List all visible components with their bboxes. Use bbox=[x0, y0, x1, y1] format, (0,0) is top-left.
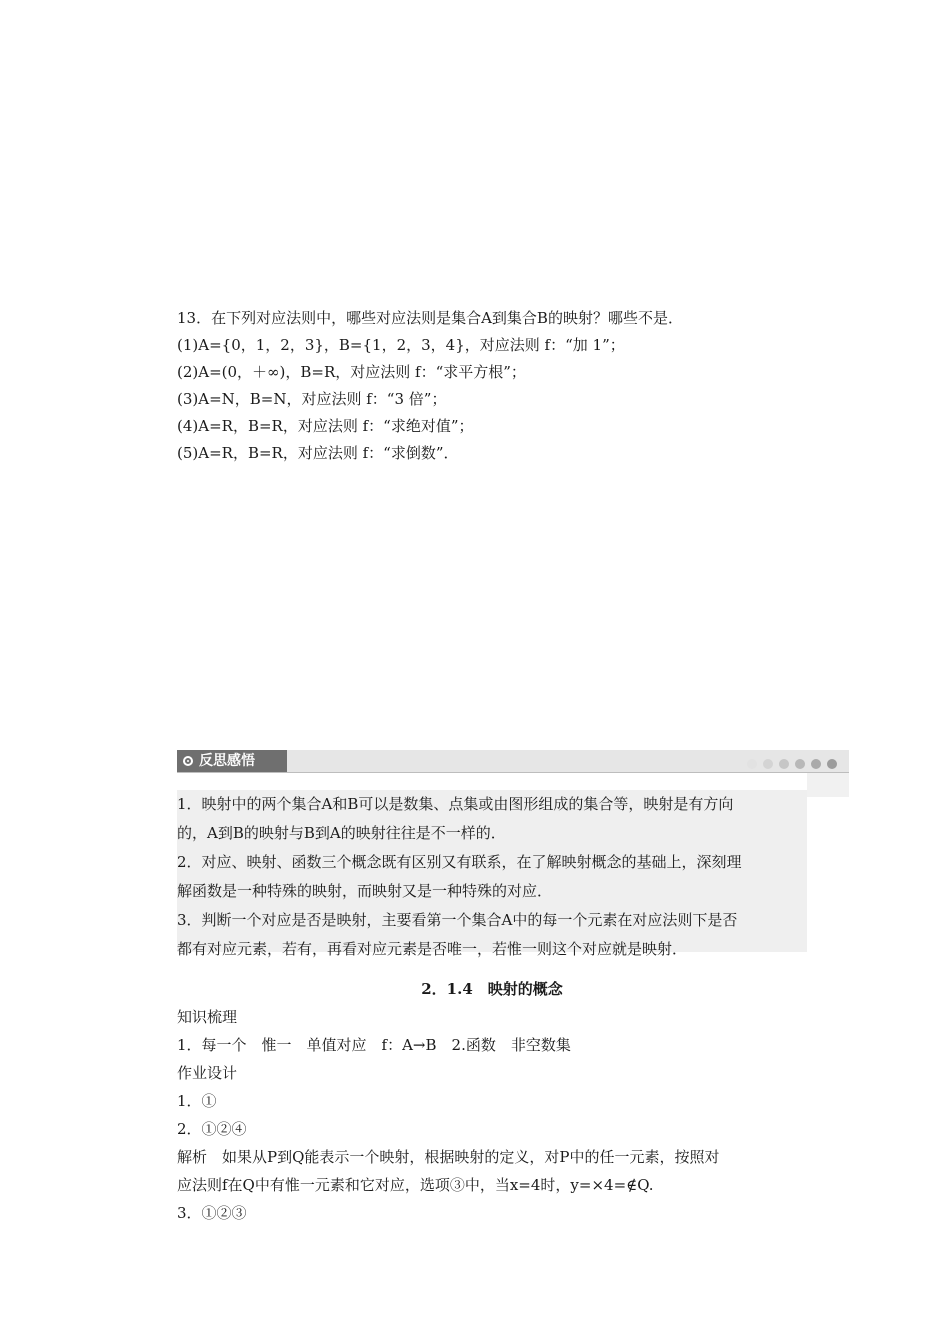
problem-line: (4)A=R，B=R，对应法则 f：“求绝对值”； bbox=[177, 417, 474, 435]
reflection-header bbox=[177, 750, 849, 773]
reflection-line: 2．对应、映射、函数三个概念既有区别又有联系，在了解映射概念的基础上，深刻理 bbox=[177, 853, 742, 871]
answer-line: 3．①②③ bbox=[177, 1204, 247, 1222]
problem-line: (2)A=(0，＋∞)，B=R，对应法则 f：“求平方根”； bbox=[177, 363, 526, 381]
reflection-body bbox=[177, 790, 807, 958]
answer-line: 1．每一个 惟一 单值对应 f：A→B 2.函数 非空数集 bbox=[177, 1036, 571, 1054]
reflection-line: 3．判断一个对应是否是映射，主要看第一个集合A中的每一个元素在对应法则下是否 bbox=[177, 911, 738, 929]
dot-icon bbox=[779, 759, 789, 769]
answer-line: 2．①②④ bbox=[177, 1120, 247, 1138]
reflection-title: 反思感悟 bbox=[199, 753, 255, 769]
problem-line: (1)A={0，1，2，3}，B={1，2，3，4}，对应法则 f：“加 1”； bbox=[177, 336, 625, 354]
answer-line: 应法则f在Q中有惟一元素和它对应，选项③中，当x=4时，y=×4=∉Q. bbox=[177, 1176, 654, 1194]
answer-line: 知识梳理 bbox=[177, 1008, 238, 1026]
dot-icon bbox=[827, 759, 837, 769]
answer-line: 解析 如果从P到Q能表示一个映射，根据映射的定义，对P中的任一元素，按照对 bbox=[177, 1148, 720, 1166]
reflection-line: 解函数是一种特殊的映射，而映射又是一种特殊的对应． bbox=[177, 882, 553, 900]
reflection-tab bbox=[177, 750, 287, 772]
reflection-line: 的，A到B的映射与B到A的映射往往是不一样的． bbox=[177, 824, 506, 842]
problem-line: 13．在下列对应法则中，哪些对应法则是集合A到集合B的映射？哪些不是． bbox=[177, 309, 683, 327]
answers-section bbox=[177, 1003, 807, 1227]
dot-icon bbox=[763, 759, 773, 769]
reflection-line: 1．映射中的两个集合A和B可以是数集、点集或由图形组成的集合等，映射是有方向 bbox=[177, 795, 734, 813]
problem-line: (3)A=N，B=N，对应法则 f：“3 倍”； bbox=[177, 390, 447, 408]
answer-line: 1．① bbox=[177, 1092, 217, 1110]
target-bullet-icon bbox=[183, 756, 193, 766]
dot-icon bbox=[795, 759, 805, 769]
dot-icon bbox=[811, 759, 821, 769]
problem-line: (5)A=R，B=R，对应法则 f：“求倒数”． bbox=[177, 444, 459, 462]
section-title: 2．1.4 映射的概念 bbox=[421, 980, 563, 998]
answer-line: 作业设计 bbox=[177, 1064, 238, 1082]
reflection-line: 都有对应元素，若有，再看对应元素是否唯一，若惟一则这个对应就是映射． bbox=[177, 940, 688, 958]
header-tail-decoration bbox=[807, 773, 849, 797]
decorative-dots bbox=[741, 755, 837, 773]
problem-13 bbox=[177, 305, 807, 467]
dot-icon bbox=[747, 759, 757, 769]
